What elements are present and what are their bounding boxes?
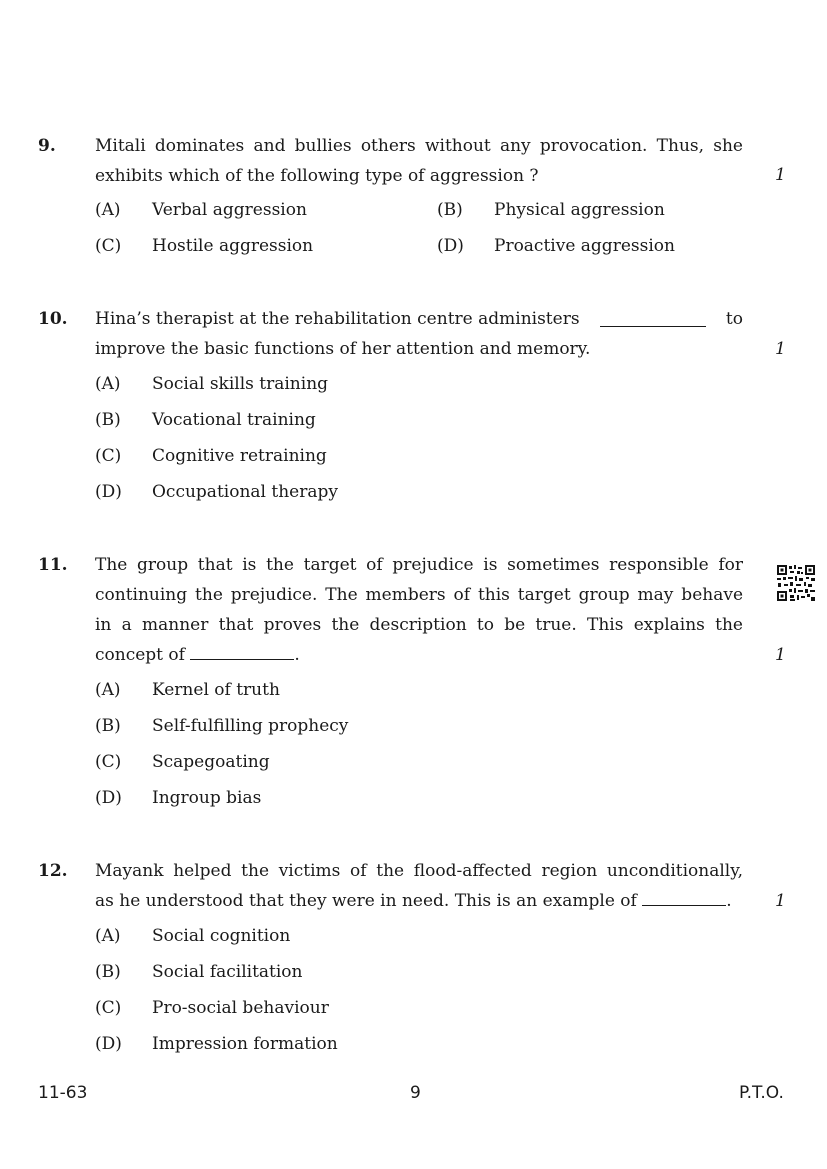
stem-line: Mayank helped the victims of the flood-affected region unconditionally, — [95, 861, 743, 881]
option-text: Proactive aggression — [494, 236, 675, 256]
stem-line: exhibits which of the following type of aggression ? — [95, 166, 539, 186]
answer-blank — [642, 891, 726, 906]
option-text: Self-fulfilling prophecy — [152, 716, 349, 736]
qr-code-icon — [776, 564, 816, 602]
option-text: Social cognition — [152, 926, 291, 946]
option-text: Scapegoating — [152, 752, 270, 772]
option-b[interactable] — [95, 962, 303, 982]
option-d[interactable] — [95, 482, 338, 502]
question-number: 12. — [38, 861, 68, 881]
option-c[interactable] — [95, 446, 327, 466]
option-d[interactable] — [95, 788, 261, 808]
stem-line — [95, 304, 743, 334]
option-a[interactable] — [95, 374, 328, 394]
option-text: Kernel of truth — [152, 680, 280, 700]
option-b[interactable] — [95, 716, 348, 736]
question-number: 11. — [38, 555, 68, 575]
marks: 1 — [775, 165, 786, 185]
stem-text: concept of — [95, 645, 185, 665]
stem-text: . — [726, 891, 732, 911]
option-c[interactable] — [95, 998, 329, 1018]
option-label: (D) — [437, 236, 464, 256]
stem-line — [95, 640, 743, 670]
marks: 1 — [775, 645, 786, 665]
stem-line: The group that is the target of prejudice is sometimes responsible for — [95, 555, 743, 575]
stem-line — [95, 886, 743, 916]
option-label: (A) — [95, 374, 121, 394]
question-stem — [95, 304, 743, 364]
option-text: Pro-social behaviour — [152, 998, 329, 1018]
option-text: Cognitive retraining — [152, 446, 327, 466]
option-text: Hostile aggression — [152, 236, 314, 256]
page-number: 9 — [410, 1083, 421, 1103]
option-a[interactable] — [95, 680, 280, 700]
pto-label: P.T.O. — [739, 1083, 784, 1103]
question-number: 10. — [38, 309, 68, 329]
option-text: Social facilitation — [152, 962, 303, 982]
option-text: Impression formation — [152, 1034, 338, 1054]
option-a[interactable] — [95, 200, 307, 220]
option-text: Verbal aggression — [152, 200, 307, 220]
option-label: (C) — [95, 752, 122, 772]
option-d[interactable] — [95, 1034, 338, 1054]
question-stem — [95, 856, 743, 916]
option-c[interactable] — [95, 752, 270, 772]
option-label: (B) — [95, 962, 121, 982]
option-text: Social skills training — [152, 374, 329, 394]
question-stem — [95, 131, 743, 191]
option-label: (D) — [95, 482, 122, 502]
stem-line: improve the basic functions of her attention and memory. — [95, 339, 591, 359]
answer-blank — [190, 645, 294, 660]
option-text: Occupational therapy — [152, 482, 338, 502]
option-label: (C) — [95, 236, 122, 256]
option-label: (B) — [95, 716, 121, 736]
option-b[interactable] — [95, 410, 316, 430]
option-label: (A) — [95, 926, 121, 946]
option-a[interactable] — [95, 926, 290, 946]
option-label: (D) — [95, 788, 122, 808]
option-label: (C) — [95, 446, 122, 466]
option-text: Ingroup bias — [152, 788, 262, 808]
option-label: (B) — [437, 200, 463, 220]
option-text: Vocational training — [152, 410, 316, 430]
question-stem — [95, 550, 743, 670]
stem-text: Hina’s therapist at the rehabilitation centre administers — [95, 309, 580, 329]
answer-blank — [600, 312, 706, 327]
marks: 1 — [775, 339, 786, 359]
option-label: (C) — [95, 998, 122, 1018]
option-b[interactable] — [437, 200, 665, 220]
stem-line: in a manner that proves the description to be true. This explains the — [95, 615, 743, 635]
stem-text: as he understood that they were in need. This is an example of — [95, 891, 637, 911]
option-label: (B) — [95, 410, 121, 430]
option-label: (D) — [95, 1034, 122, 1054]
stem-line: continuing the prejudice. The members of this target group may behave — [95, 585, 743, 605]
option-d[interactable] — [437, 236, 675, 256]
option-c[interactable] — [95, 236, 313, 256]
stem-text: to — [725, 309, 743, 329]
marks: 1 — [775, 891, 786, 911]
stem-line: Mitali dominates and bullies others without any provocation. Thus, she — [95, 136, 743, 156]
paper-code: 11-63 — [38, 1083, 88, 1103]
option-label: (A) — [95, 200, 121, 220]
option-text: Physical aggression — [494, 200, 665, 220]
question-number: 9. — [38, 136, 56, 156]
option-label: (A) — [95, 680, 121, 700]
stem-text: . — [294, 645, 300, 665]
